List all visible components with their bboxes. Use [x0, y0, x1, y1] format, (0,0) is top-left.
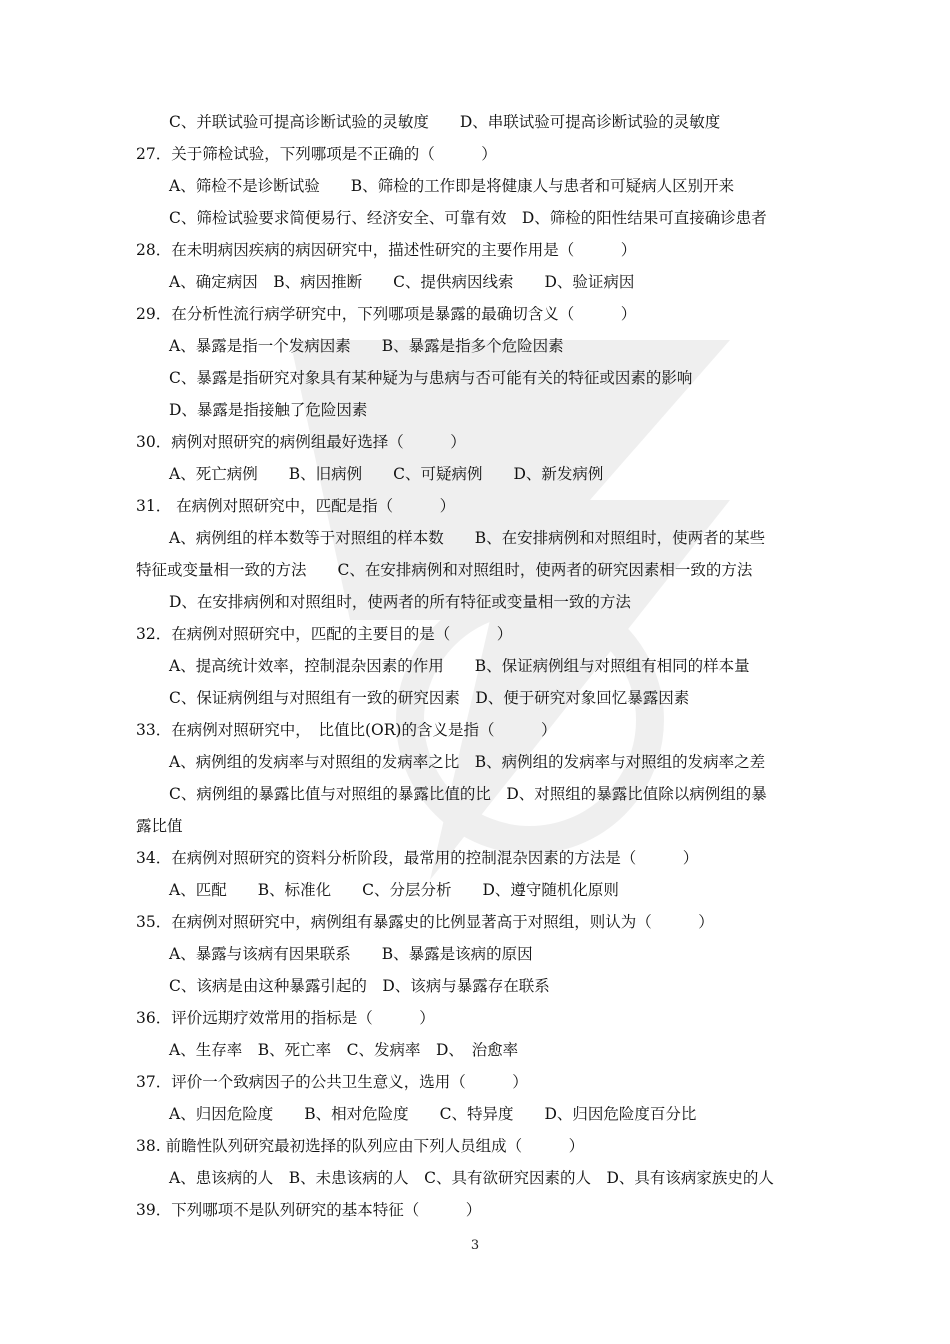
- option-line: D、暴露是指接触了危险因素: [169, 401, 368, 419]
- question-line: 34．在病例对照研究的资料分析阶段，最常用的控制混杂因素的方法是（ ）: [136, 849, 699, 867]
- option-line: A、病例组的样本数等于对照组的样本数 B、在安排病例和对照组时，使两者的某些: [169, 529, 766, 547]
- option-line: A、提高统计效率，控制混杂因素的作用 B、保证病例组与对照组有相同的样本量: [169, 657, 750, 675]
- option-line: A、暴露是指一个发病因素 B、暴露是指多个危险因素: [169, 337, 564, 355]
- option-line: C、该病是由这种暴露引起的 D、该病与暴露存在联系: [169, 977, 550, 995]
- option-line: A、归因危险度 B、相对危险度 C、特异度 D、归因危险度百分比: [169, 1105, 697, 1123]
- question-line: 37．评价一个致病因子的公共卫生意义，选用（ ）: [136, 1073, 528, 1091]
- option-line: A、确定病因 B、病因推断 C、提供病因线索 D、验证病因: [169, 273, 635, 291]
- page-number: 3: [470, 1238, 480, 1253]
- question-line: 27．关于筛检试验，下列哪项是不正确的（ ）: [136, 145, 497, 163]
- question-line: 30．病例对照研究的病例组最好选择（ ）: [136, 433, 466, 451]
- question-line: 36．评价远期疗效常用的指标是（ ）: [136, 1009, 435, 1027]
- option-line: A、生存率 B、死亡率 C、发病率 D、 治愈率: [169, 1041, 519, 1059]
- continuation-line: 特征或变量相一致的方法 C、在安排病例和对照组时，使两者的研究因素相一致的方法: [136, 561, 753, 579]
- option-line: A、暴露与该病有因果联系 B、暴露是该病的原因: [169, 945, 533, 963]
- option-line: C、筛检试验要求简便易行、经济安全、可靠有效 D、筛检的阳性结果可直接确诊患者: [169, 209, 767, 227]
- option-line: C、并联试验可提高诊断试验的灵敏度 D、串联试验可提高诊断试验的灵敏度: [169, 113, 721, 131]
- question-text-block: [136, 106, 826, 1226]
- continuation-line: 露比值: [136, 817, 183, 835]
- question-line: 31． 在病例对照研究中，匹配是指（ ）: [136, 497, 456, 515]
- option-line: A、患该病的人 B、未患该病的人 C、具有欲研究因素的人 D、具有该病家族史的人: [169, 1169, 774, 1187]
- option-line: D、在安排病例和对照组时，使两者的所有特征或变量相一致的方法: [169, 593, 631, 611]
- question-line: 39．下列哪项不是队列研究的基本特征（ ）: [136, 1201, 482, 1219]
- option-line: C、暴露是指研究对象具有某种疑为与患病与否可能有关的特征或因素的影响: [169, 369, 693, 387]
- question-line: 29．在分析性流行病学研究中，下列哪项是暴露的最确切含义（ ）: [136, 305, 637, 323]
- question-line: 28．在未明病因疾病的病因研究中，描述性研究的主要作用是（ ）: [136, 241, 637, 259]
- option-line: C、保证病例组与对照组有一致的研究因素 D、便于研究对象回忆暴露因素: [169, 689, 690, 707]
- option-line: C、病例组的暴露比值与对照组的暴露比值的比 D、对照组的暴露比值除以病例组的暴: [169, 785, 767, 803]
- option-line: A、匹配 B、标准化 C、分层分析 D、遵守随机化原则: [169, 881, 619, 899]
- option-line: A、筛检不是诊断试验 B、筛检的工作即是将健康人与患者和可疑病人区别开来: [169, 177, 735, 195]
- option-line: A、死亡病例 B、旧病例 C、可疑病例 D、新发病例: [169, 465, 604, 483]
- question-line: 33．在病例对照研究中， 比值比(OR)的含义是指（ ）: [136, 721, 557, 739]
- option-line: A、病例组的发病率与对照组的发病率之比 B、病例组的发病率与对照组的发病率之差: [169, 753, 766, 771]
- question-line: 38. 前瞻性队列研究最初选择的队列应由下列人员组成（ ）: [136, 1137, 585, 1155]
- question-line: 35．在病例对照研究中，病例组有暴露史的比例显著高于对照组，则认为（ ）: [136, 913, 714, 931]
- question-line: 32．在病例对照研究中，匹配的主要目的是（ ）: [136, 625, 513, 643]
